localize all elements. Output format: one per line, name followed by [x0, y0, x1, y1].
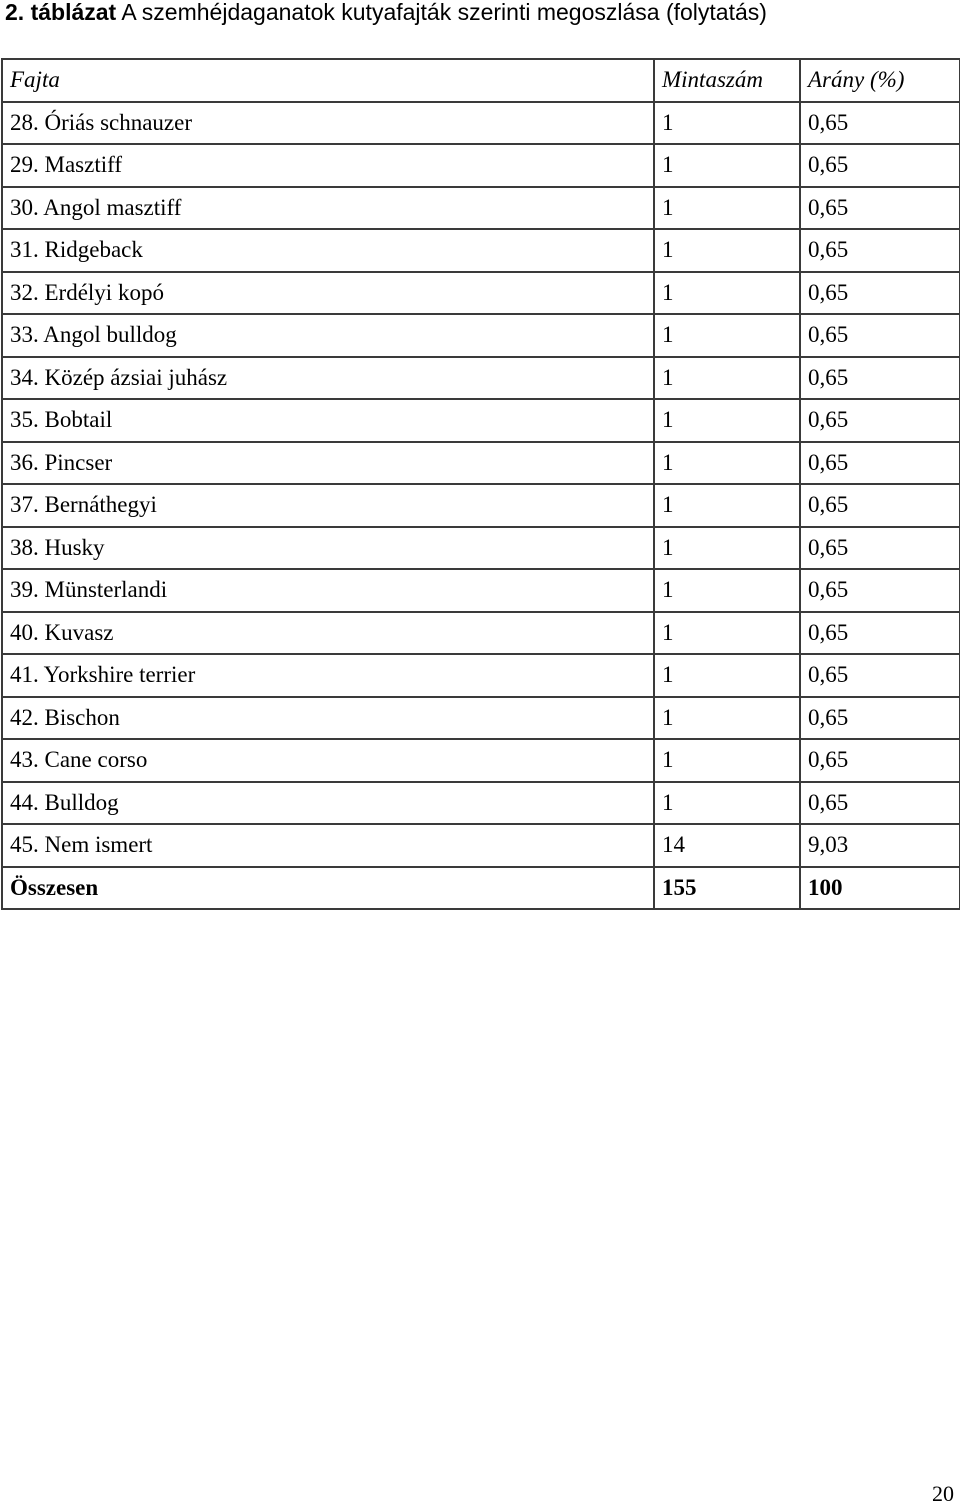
sample-count-cell: 1 — [654, 782, 800, 825]
table-row — [2, 187, 960, 230]
page-number: 20 — [932, 1481, 954, 1506]
sample-count-cell: 14 — [654, 824, 800, 867]
sample-count-cell: 1 — [654, 144, 800, 187]
table-row — [2, 272, 960, 315]
ratio-cell: 0,65 — [800, 442, 960, 485]
sample-count-cell: 1 — [654, 357, 800, 400]
ratio-cell: 0,65 — [800, 612, 960, 655]
header-sample-count: Mintaszám — [654, 59, 800, 102]
table-total-row — [2, 867, 960, 910]
table-header-row — [2, 59, 960, 102]
sample-count-cell: 1 — [654, 484, 800, 527]
table-caption-text: A szemhéjdaganatok kutyafajták szerinti megoszlása (folytatás) — [116, 0, 767, 25]
sample-count-cell: 1 — [654, 229, 800, 272]
breed-cell: 30. Angol masztiff — [2, 187, 654, 230]
ratio-cell: 0,65 — [800, 484, 960, 527]
table-row — [2, 144, 960, 187]
sample-count-cell: 1 — [654, 272, 800, 315]
table-caption-label: 2. táblázat — [5, 0, 117, 25]
sample-count-cell: 1 — [654, 399, 800, 442]
table-row — [2, 782, 960, 825]
table-row — [2, 697, 960, 740]
sample-count-cell: 1 — [654, 612, 800, 655]
table-row — [2, 229, 960, 272]
sample-count-cell: 1 — [654, 527, 800, 570]
total-sample-count-cell: 155 — [654, 867, 800, 910]
breed-cell: 43. Cane corso — [2, 739, 654, 782]
ratio-cell: 0,65 — [800, 697, 960, 740]
breed-cell: 29. Masztiff — [2, 144, 654, 187]
ratio-cell: 0,65 — [800, 357, 960, 400]
sample-count-cell: 1 — [654, 314, 800, 357]
table-row — [2, 102, 960, 145]
sample-count-cell: 1 — [654, 739, 800, 782]
ratio-cell: 0,65 — [800, 102, 960, 145]
table-row — [2, 569, 960, 612]
ratio-cell: 0,65 — [800, 782, 960, 825]
ratio-cell: 0,65 — [800, 229, 960, 272]
table-row — [2, 654, 960, 697]
table-caption — [5, 0, 767, 29]
breed-cell: 42. Bischon — [2, 697, 654, 740]
breed-cell: 32. Erdélyi kopó — [2, 272, 654, 315]
table-row — [2, 484, 960, 527]
header-breed: Fajta — [2, 59, 654, 102]
breed-cell: 33. Angol bulldog — [2, 314, 654, 357]
header-ratio: Arány (%) — [800, 59, 960, 102]
breed-cell: 37. Bernáthegyi — [2, 484, 654, 527]
ratio-cell: 0,65 — [800, 187, 960, 230]
breed-distribution-table — [1, 58, 960, 910]
breed-cell: 40. Kuvasz — [2, 612, 654, 655]
table-row — [2, 612, 960, 655]
total-ratio-cell: 100 — [800, 867, 960, 910]
breed-cell: 41. Yorkshire terrier — [2, 654, 654, 697]
ratio-cell: 9,03 — [800, 824, 960, 867]
breed-cell: 45. Nem ismert — [2, 824, 654, 867]
breed-cell: 39. Münsterlandi — [2, 569, 654, 612]
sample-count-cell: 1 — [654, 654, 800, 697]
sample-count-cell: 1 — [654, 187, 800, 230]
breed-cell: 34. Közép ázsiai juhász — [2, 357, 654, 400]
ratio-cell: 0,65 — [800, 654, 960, 697]
ratio-cell: 0,65 — [800, 272, 960, 315]
total-label-cell: Összesen — [2, 867, 654, 910]
table-row — [2, 314, 960, 357]
ratio-cell: 0,65 — [800, 569, 960, 612]
sample-count-cell: 1 — [654, 697, 800, 740]
sample-count-cell: 1 — [654, 442, 800, 485]
table-row — [2, 739, 960, 782]
table-row — [2, 399, 960, 442]
table-row — [2, 357, 960, 400]
table-row — [2, 442, 960, 485]
table-row — [2, 527, 960, 570]
sample-count-cell: 1 — [654, 102, 800, 145]
ratio-cell: 0,65 — [800, 144, 960, 187]
sample-count-cell: 1 — [654, 569, 800, 612]
breed-cell: 44. Bulldog — [2, 782, 654, 825]
breed-cell: 28. Óriás schnauzer — [2, 102, 654, 145]
ratio-cell: 0,65 — [800, 314, 960, 357]
ratio-cell: 0,65 — [800, 527, 960, 570]
breed-cell: 31. Ridgeback — [2, 229, 654, 272]
ratio-cell: 0,65 — [800, 399, 960, 442]
ratio-cell: 0,65 — [800, 739, 960, 782]
breed-cell: 35. Bobtail — [2, 399, 654, 442]
breed-cell: 36. Pincser — [2, 442, 654, 485]
breed-cell: 38. Husky — [2, 527, 654, 570]
table-row — [2, 824, 960, 867]
